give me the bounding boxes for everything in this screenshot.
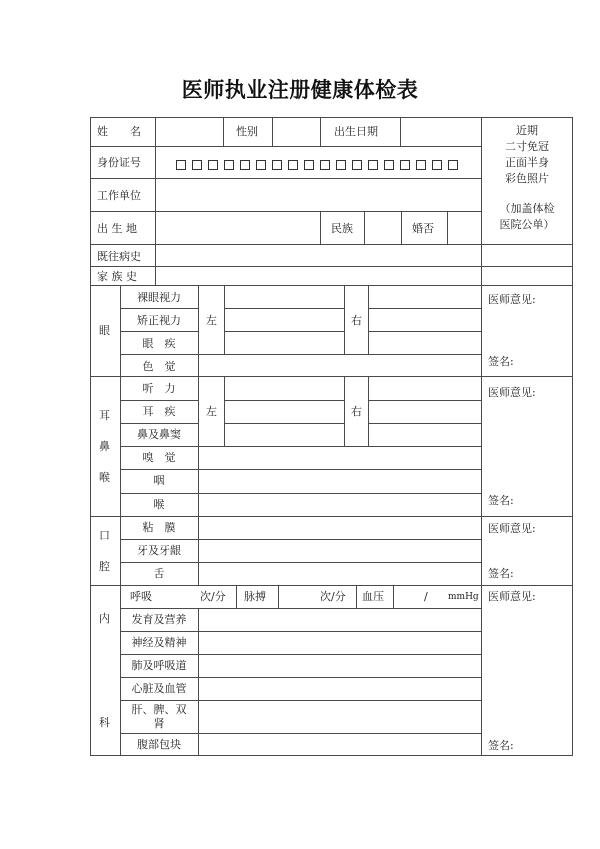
internal-item-label: 肝、脾、双 [131,703,187,716]
birth-date-field[interactable] [401,118,481,146]
ent-left-label: 左 [206,405,217,418]
id-digit-box[interactable] [256,160,266,170]
work-unit-field[interactable] [156,179,481,211]
eye-item-label: 色 觉 [142,360,176,373]
eye-signature-label: 签名: [488,355,514,368]
form-title: 医师执业注册健康体检表 [181,78,419,102]
ent-doctor-opinion-label: 医师意见: [488,386,536,399]
oral-doctor-opinion-label: 医师意见: [488,522,536,535]
id-digit-box[interactable] [272,160,282,170]
internal-item-label: 腹部包块 [137,738,181,751]
photo-note-line: 医院公单） [499,218,555,231]
id-digit-box[interactable] [400,160,410,170]
ent-signature-label: 签名: [488,494,514,507]
ent-item-label: 耳 疾 [142,405,176,418]
oral-section-label: 腔 [99,560,110,573]
eye-right-label: 右 [351,314,362,327]
photo-note-line: 正面半身 [505,156,549,169]
ent-section-label: 耳 [99,409,110,422]
eye-doctor-opinion-label: 医师意见: [488,293,536,306]
blood-pressure-separator: / [424,590,428,603]
eye-item-label: 眼 疾 [142,337,176,350]
gender-field[interactable] [273,118,319,146]
blood-pressure-label: 血压 [362,590,384,603]
eye-item-label: 裸眼视力 [137,291,181,304]
oral-signature-label: 签名: [488,567,514,580]
oral-item-label: 牙及牙龈 [137,544,181,557]
internal-section-label: 科 [99,716,110,729]
past-history-field[interactable] [156,245,572,266]
past-history-label: 既往病史 [97,250,141,263]
marital-label: 婚否 [412,222,434,235]
photo-note-line: 彩色照片 [505,172,549,185]
id-number-boxes[interactable] [176,155,476,167]
internal-doctor-opinion-label: 医师意见: [488,590,536,603]
birthplace-label: 出 生 地 [97,222,137,235]
ethnicity-label: 民族 [331,222,353,235]
id-digit-box[interactable] [384,160,394,170]
pulse-unit: 次/分 [320,590,346,603]
family-history-label: 家 族 史 [97,270,137,283]
eye-item-label: 矫正视力 [137,314,181,327]
ent-item-label: 听 力 [142,382,176,395]
id-digit-box[interactable] [352,160,362,170]
internal-item-label: 肺及呼吸道 [131,659,187,672]
internal-item-label: 肾 [153,717,165,730]
internal-signature-label: 签名: [488,739,514,752]
id-digit-box[interactable] [416,160,426,170]
oral-section-label: 口 [99,529,110,542]
work-unit-label: 工作单位 [97,189,141,202]
internal-section-label: 内 [99,612,110,625]
id-digit-box[interactable] [240,160,250,170]
internal-item-label: 心脏及血管 [131,682,187,695]
id-digit-box[interactable] [224,160,234,170]
eye-section-label: 眼 [99,324,110,337]
id-digit-box[interactable] [192,160,202,170]
respiration-unit: 次/分 [200,590,226,603]
id-digit-box[interactable] [288,160,298,170]
ent-item-label: 鼻及鼻窦 [137,428,181,441]
internal-item-label: 神经及精神 [131,636,187,649]
oral-item-label: 舌 [153,567,165,580]
ent-section-label: 鼻 [99,440,110,453]
id-digit-box[interactable] [320,160,330,170]
id-digit-box[interactable] [448,160,458,170]
id-digit-box[interactable] [368,160,378,170]
id-digit-box[interactable] [336,160,346,170]
name-label: 姓 名 [97,125,141,138]
pulse-label: 脉搏 [244,590,266,603]
gender-label: 性别 [236,125,258,138]
birthplace-field[interactable] [156,212,320,244]
blood-pressure-unit: mmHg [448,592,479,602]
ent-section-label: 喉 [99,471,110,484]
photo-note-line: （加盖体检 [499,202,555,215]
id-digit-box[interactable] [304,160,314,170]
marital-field[interactable] [448,212,481,244]
ethnicity-field[interactable] [365,212,401,244]
ent-item-label: 嗅 觉 [142,451,176,464]
ent-item-label: 喉 [153,498,165,511]
id-digit-box[interactable] [176,160,186,170]
id-digit-box[interactable] [208,160,218,170]
name-field[interactable] [156,118,222,146]
photo-note-line: 二寸免冠 [505,140,549,153]
birth-date-label: 出生日期 [334,125,378,138]
photo-note-line: 近期 [516,124,538,137]
eye-left-label: 左 [206,314,217,327]
photo-area [482,121,572,233]
respiration-label: 呼吸 [130,590,152,603]
id-digit-box[interactable] [432,160,442,170]
ent-item-label: 咽 [153,474,165,487]
family-history-field[interactable] [156,267,572,285]
id-number-label: 身份证号 [97,156,141,169]
oral-item-label: 粘 膜 [142,521,176,534]
ent-right-label: 右 [351,405,362,418]
internal-item-label: 发育及营养 [131,613,187,626]
